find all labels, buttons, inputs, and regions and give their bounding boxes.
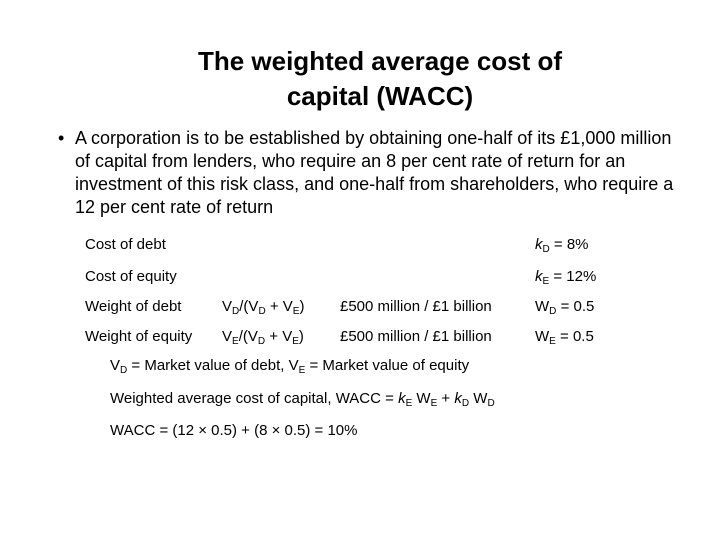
weight-of-equity-label: Weight of equity bbox=[85, 328, 193, 345]
subscript-e: E bbox=[542, 276, 550, 287]
wacc-formula bbox=[110, 390, 495, 408]
formula-part: + bbox=[265, 298, 283, 315]
note-text: Weighted average cost of capital, WACC = bbox=[110, 390, 399, 407]
subscript-e: E bbox=[298, 365, 306, 376]
k-symbol: k bbox=[535, 268, 543, 285]
w-symbol: W bbox=[535, 298, 550, 315]
weight-of-debt-label: Weight of debt bbox=[85, 298, 182, 315]
weight-of-debt-formula bbox=[222, 298, 304, 316]
value-text: = 12% bbox=[549, 268, 597, 285]
v-symbol: V bbox=[248, 298, 259, 315]
subscript-d: D bbox=[487, 398, 495, 409]
plus-sign: + bbox=[437, 390, 455, 407]
w-symbol: W bbox=[416, 390, 431, 407]
cost-of-equity-value bbox=[535, 268, 596, 286]
title-line-1: The weighted average cost of bbox=[197, 46, 563, 76]
market-value-definitions bbox=[110, 357, 469, 375]
v-symbol: V bbox=[282, 298, 293, 315]
subscript-e: E bbox=[549, 336, 556, 347]
bullet-paragraph bbox=[58, 127, 678, 219]
note-text: = Market value of equity bbox=[305, 357, 470, 374]
v-symbol: V bbox=[282, 328, 293, 345]
subscript-e: E bbox=[292, 306, 300, 317]
formula-part: ) bbox=[298, 328, 304, 345]
subscript-e: E bbox=[292, 336, 299, 347]
bullet-dot-icon: • bbox=[58, 128, 65, 148]
subscript-e: E bbox=[430, 398, 438, 409]
note-text: = Market value of debt, bbox=[127, 357, 289, 374]
subscript-d: D bbox=[258, 306, 266, 317]
formula-part: + bbox=[265, 328, 283, 345]
k-symbol: k bbox=[398, 390, 406, 407]
v-symbol: V bbox=[222, 298, 233, 315]
k-symbol: k bbox=[454, 390, 462, 407]
weight-of-equity-value bbox=[535, 328, 594, 346]
weight-of-equity-amount: £500 million / £1 billion bbox=[340, 328, 492, 345]
value-text: = 0.5 bbox=[556, 298, 595, 315]
subscript-d: D bbox=[257, 336, 266, 347]
v-symbol: V bbox=[222, 328, 233, 345]
subscript-d: D bbox=[542, 244, 550, 255]
value-text: = 8% bbox=[549, 236, 589, 253]
subscript-d: D bbox=[232, 306, 240, 317]
weight-of-equity-formula bbox=[222, 328, 304, 346]
v-symbol: V bbox=[247, 328, 258, 345]
weight-of-debt-value bbox=[535, 298, 594, 316]
bullet-text: A corporation is to be established by obtaining one-half of its £1,000 million of capital from lenders, who require an 8 per cent rate of return for an investment of this risk class, and one-half from shareholders, who require a 12 per cent rate of return bbox=[75, 128, 674, 217]
weight-of-debt-amount: £500 million / £1 billion bbox=[340, 298, 492, 315]
v-symbol: V bbox=[288, 357, 299, 374]
cost-of-equity-label: Cost of equity bbox=[85, 268, 177, 285]
cost-of-debt-value bbox=[535, 236, 589, 254]
subscript-e: E bbox=[232, 336, 239, 347]
slide-title bbox=[120, 44, 640, 114]
w-symbol: W bbox=[473, 390, 488, 407]
cost-of-debt-label: Cost of debt bbox=[85, 236, 166, 253]
subscript-d: D bbox=[549, 306, 557, 317]
wacc-calculation: WACC = (12 × 0.5) + (8 × 0.5) = 10% bbox=[110, 422, 358, 439]
w-symbol: W bbox=[535, 328, 550, 345]
k-symbol: k bbox=[535, 236, 543, 253]
subscript-d: D bbox=[120, 365, 128, 376]
formula-part: /( bbox=[238, 328, 248, 345]
formula-part: ) bbox=[299, 298, 305, 315]
formula-part: /( bbox=[239, 298, 249, 315]
v-symbol: V bbox=[110, 357, 121, 374]
value-text: = 0.5 bbox=[555, 328, 594, 345]
subscript-e: E bbox=[405, 398, 413, 409]
title-line-2: capital (WACC) bbox=[286, 81, 474, 111]
subscript-d: D bbox=[461, 398, 470, 409]
